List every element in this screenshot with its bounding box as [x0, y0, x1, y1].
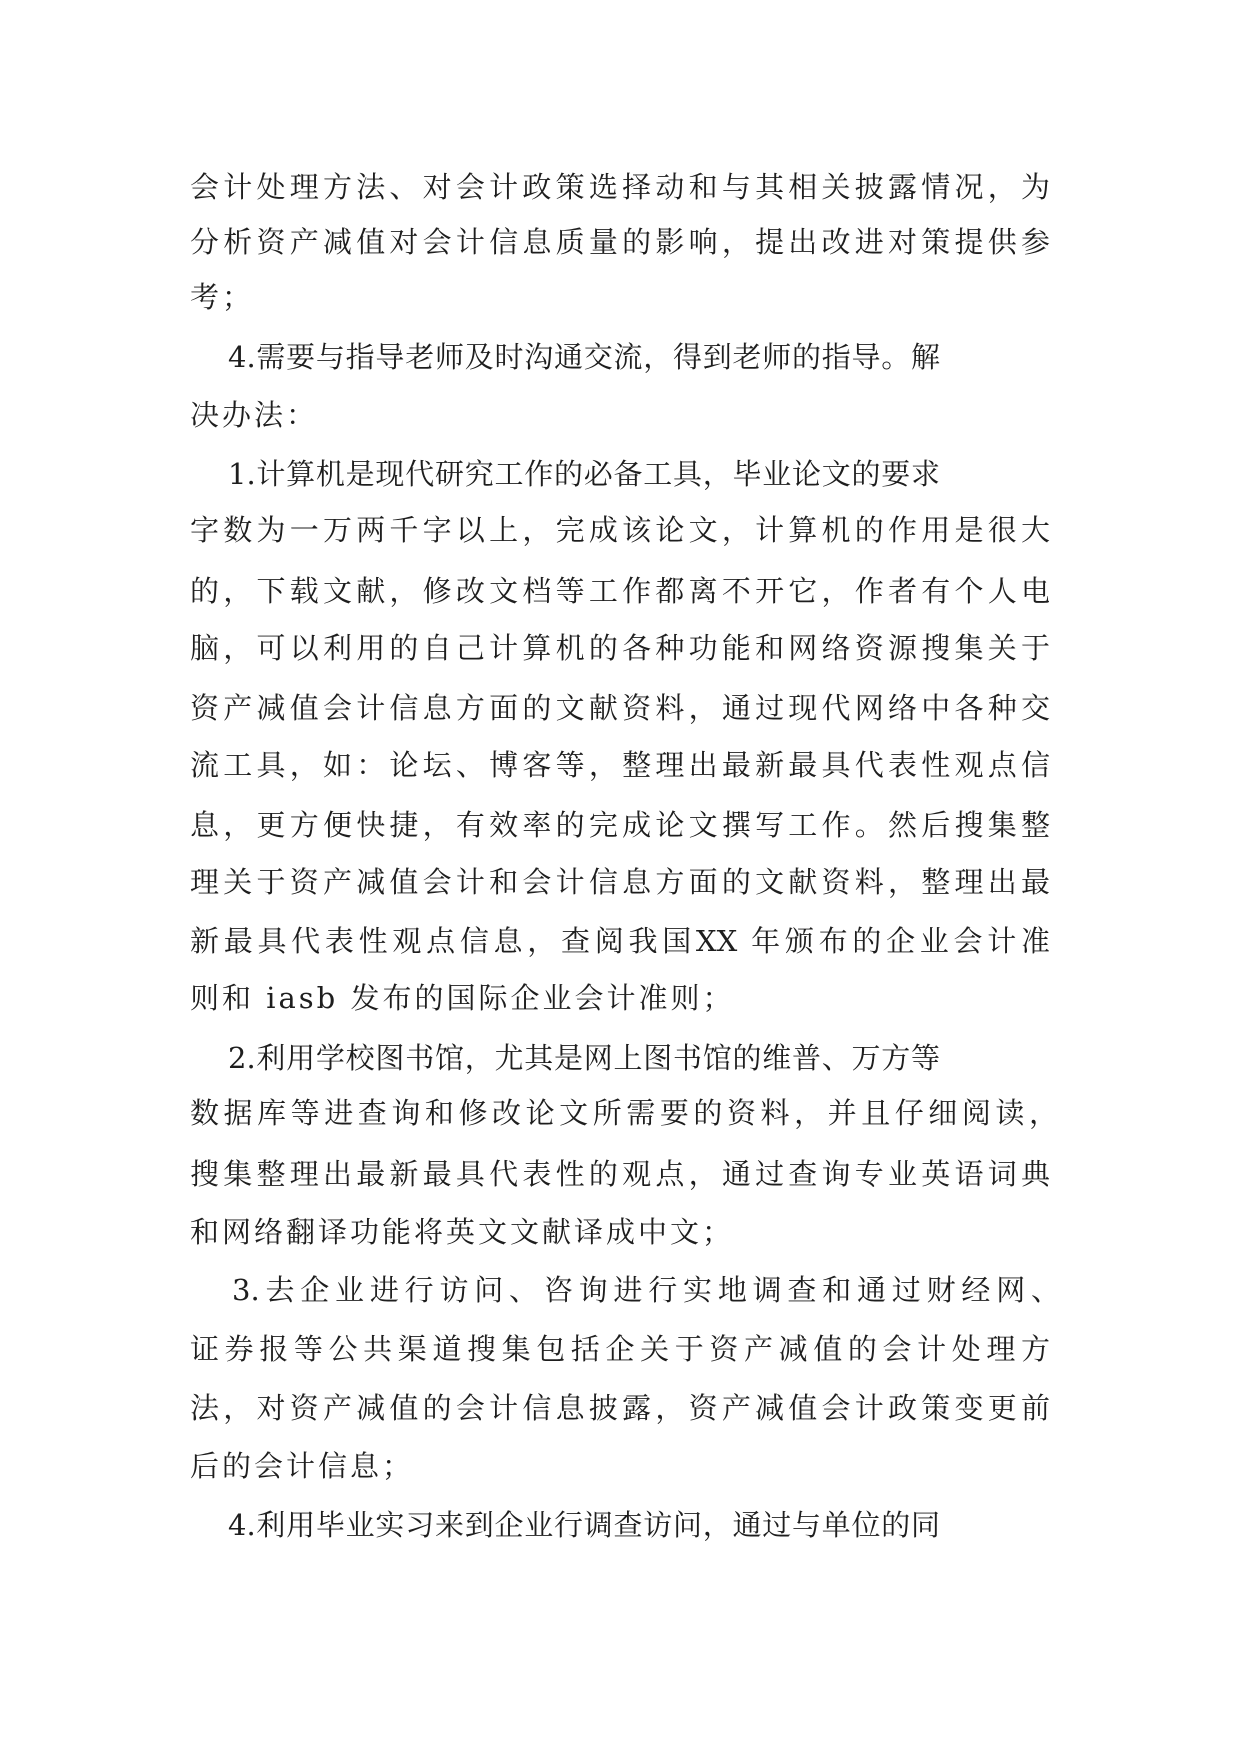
text-line: 新最具代表性观点信息，查阅我国XX 年颁布的企业会计准: [190, 924, 1050, 958]
text-line: 决办法：: [190, 398, 319, 432]
text-line: 息，更方便快捷，有效率的完成论文撰写工作。然后搜集整: [190, 808, 1050, 842]
text-line: 2.利用学校图书馆，尤其是网上图书馆的维普、万方等: [228, 1041, 940, 1075]
text-line: 的，下载文献，修改文档等工作都离不开它，作者有个人电: [190, 574, 1050, 608]
text-line: 1.计算机是现代研究工作的必备工具，毕业论文的要求: [228, 457, 940, 491]
text-line: 4.需要与指导老师及时沟通交流，得到老师的指导。解: [228, 340, 940, 374]
text-line: 理关于资产减值会计和会计信息方面的文献资料，整理出最: [190, 865, 1050, 899]
text-line: 4.利用毕业实习来到企业行调查访问，通过与单位的同: [228, 1508, 940, 1542]
text-line: 和网络翻译功能将英文文献译成中文；: [190, 1215, 735, 1249]
text-line: 法，对资产减值的会计信息披露，资产减值会计政策变更前: [190, 1391, 1050, 1425]
text-line: 脑，可以利用的自己计算机的各种功能和网络资源搜集关于: [190, 631, 1050, 665]
text-line: 后的会计信息；: [190, 1449, 415, 1483]
text-line: 字数为一万两千字以上，完成该论文，计算机的作用是很大: [190, 513, 1050, 547]
text-line: 3.去企业进行访问、咨询进行实地调查和通过财经网、: [232, 1273, 1060, 1307]
text-line: 则和 iasb 发布的国际企业会计准则；: [190, 981, 735, 1015]
text-line: 证券报等公共渠道搜集包括企关于资产减值的会计处理方: [190, 1332, 1050, 1366]
text-line: 资产减值会计信息方面的文献资料，通过现代网络中各种交: [190, 691, 1050, 725]
text-line: 分析资产减值对会计信息质量的影响，提出改进对策提供参: [190, 225, 1050, 259]
text-line: 流工具，如：论坛、博客等，整理出最新最具代表性观点信: [190, 748, 1050, 782]
text-line: 会计处理方法、对会计政策选择动和与其相关披露情况，为: [190, 170, 1050, 204]
text-line: 数据库等进查询和修改论文所需要的资料，并且仔细阅读，: [190, 1096, 1058, 1130]
text-line: 考；: [190, 280, 255, 314]
text-line: 搜集整理出最新最具代表性的观点，通过查询专业英语词典: [190, 1157, 1050, 1191]
